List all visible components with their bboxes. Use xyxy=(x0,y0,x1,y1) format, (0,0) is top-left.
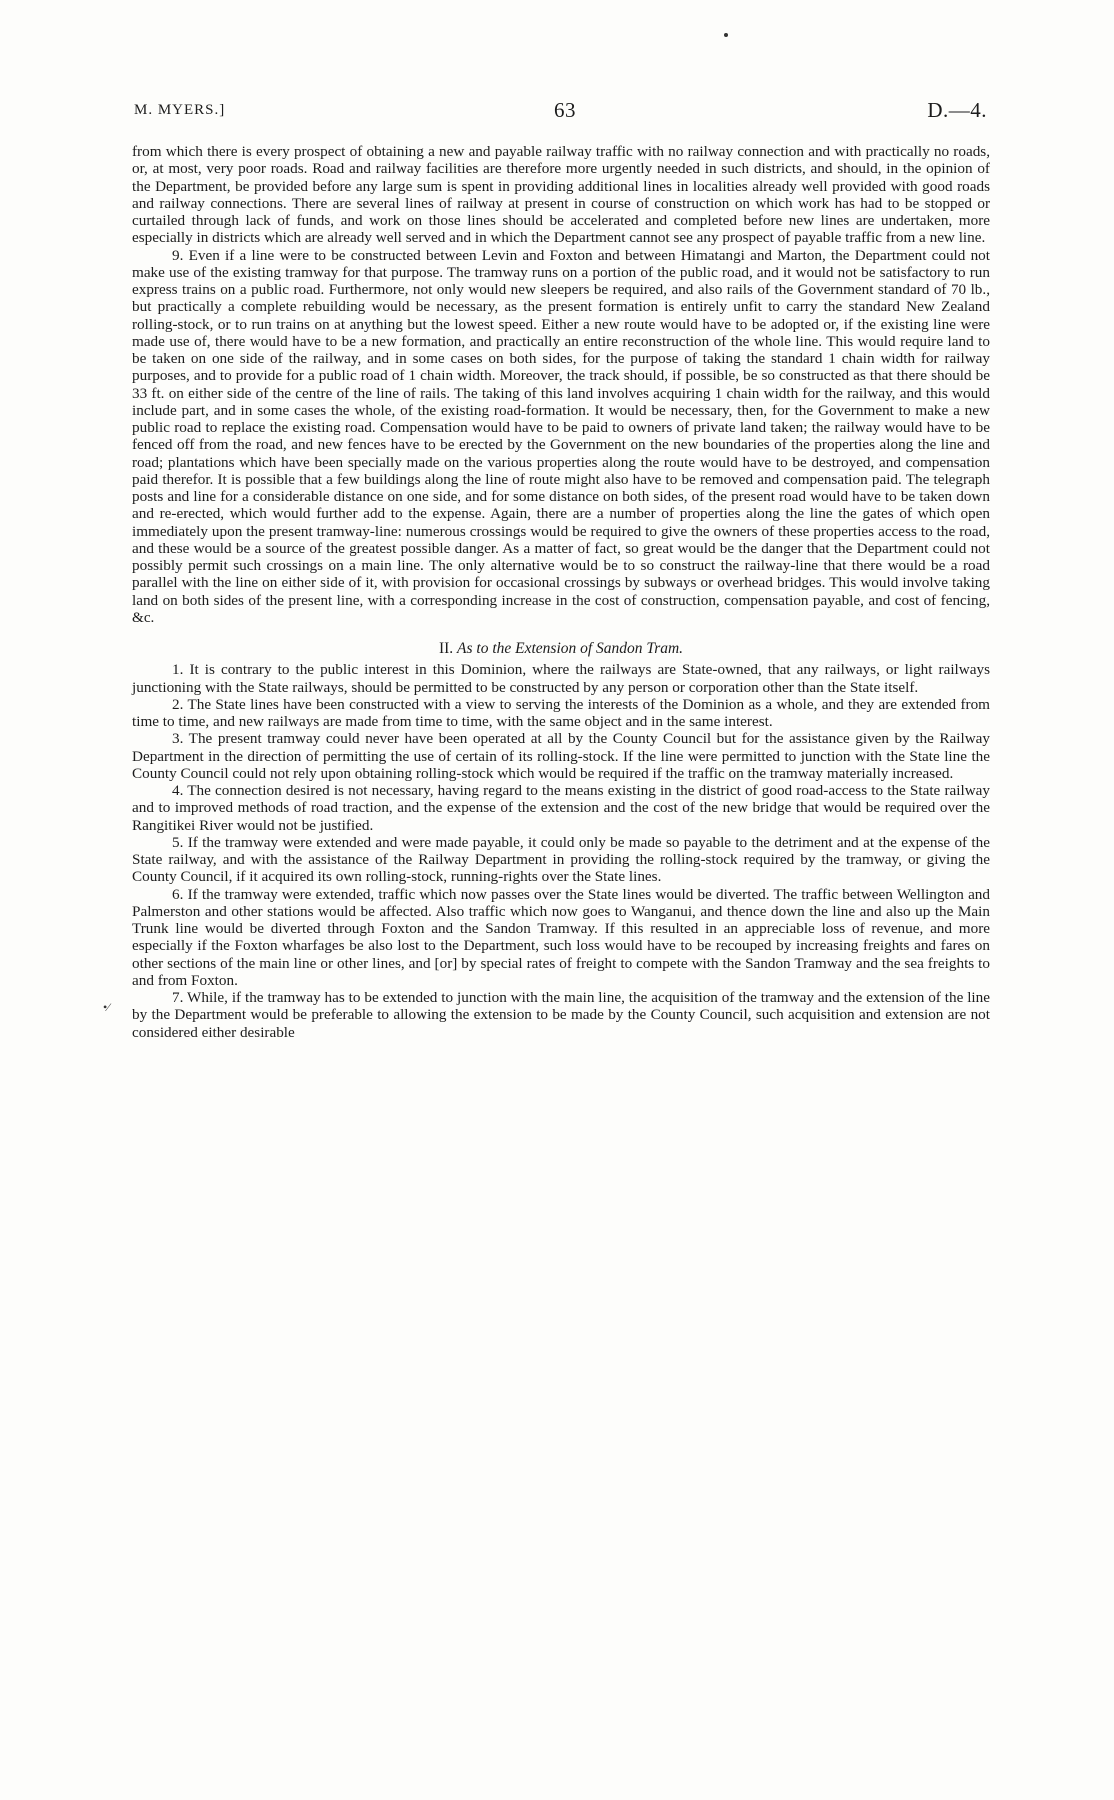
section2-paragraph-1: 1. It is contrary to the public interest in this Dominion, where the railways are State-owned, that any railways, or light railways junctioning with the State railways, should be permitted to be constructed by any person or corporation other than the State itself. xyxy=(132,661,990,696)
section-heading-text: As to the Extension of Sandon Tram. xyxy=(457,640,684,657)
scan-speck xyxy=(724,33,728,37)
author-running-head: M. MYERS.] xyxy=(134,102,226,118)
section-heading xyxy=(132,640,990,657)
document-body xyxy=(132,143,990,1041)
section2-paragraph-5: 5. If the tramway were extended and were made payable, it could only be made so payable to the detriment and at the expense of the State railway, and with the assistance of the Railway Department in providing the rolling-stock required by the tramway, or giving the County Council, if it acquired its own rolling-stock, running-rights over the State lines. xyxy=(132,833,990,886)
section2-paragraph-7: 7. While, if the tramway has to be extended to junction with the main line, the acquisition of the tramway and the extension of the line by the Department would be preferable to allowing the extension to be made by the County Council, such acquisition and extension are not considered either desirable xyxy=(132,989,990,1041)
paragraph-9: 9. Even if a line were to be constructed between Levin and Foxton and between Himatangi and Marton, the Department could not make use of the existing tramway for that purpose. The tramway runs on a portion of the public road, and it would not be satisfactory to run express trains on a public road. Furthermore, not only would new sleepers be required, and also rails of the Government standard of 70 lb., but practically a complete rebuilding would be necessary, as the present formation is entirely unfit to carry the standard New Zealand rolling-stock, or to run trains on at anything but the lowest speed. Either a new route would have to be adopted or, if the existing line were made use of, there would have to be a new formation, and practically an entire reconstruction of the whole line. This would require land to be taken on one side of the railway, and in some cases on both sides, for the purpose of taking the standard 1 chain width for railway purposes, and to provide for a public road of 1 chain width. Moreover, the track should, if possible, be so constructed as that there should be 33 ft. on either side of the centre of the line of rails. The taking of this land involves acquiring 1 chain width for the railway, and this would include part, and in some cases the whole, of the existing road-formation. It would be necessary, then, for the Government to make a new public road to replace the existing road. Compensation would have to be paid to owners of private land taken; the railway would have to be fenced off from the road, and new fences have to be erected by the Government on the new boundaries of the properties along the line and road; plantations which have been specially made on the various properties along the route would have to be destroyed, and compensation paid therefor. It is possible that a few buildings along the line of route might also have to be removed and compensation paid. The telegraph posts and line for a considerable distance on one side, and for some distance on both sides, of the present road would have to be taken down and re-erected, which would further add to the expense. Again, there are a number of properties along the line the gates of which open immediately upon the present tramway-line: numerous crossings would be required to give the owners of these properties access to the road, and these would be a source of the greatest possible danger. As a matter of fact, so great would be the danger that the Department could not possibly permit such crossings on a main line. The only alternative would be to so construct the railway-line that there would be a road parallel with the line on either side of it, with provision for occasional crossings by subways or overhead bridges. This would involve taking land on both sides of the present line, with a corresponding increase in the cost of construction, compensation payable, and cost of fencing, &c. xyxy=(132,246,990,626)
section-heading-number: II. xyxy=(438,640,454,657)
document-code: D.—4. xyxy=(927,98,987,122)
page-number: 63 xyxy=(554,98,576,122)
page-header xyxy=(134,96,987,126)
section2-paragraph-3: 3. The present tramway could never have been operated at all by the County Council but for the assistance given by the Railway Department in the direction of permitting the use of certain of its rolling-stock. If the line were permitted to junction with the State line the County Council could not rely upon obtaining rolling-stock which would be required if the traffic on the tramway materially increased. xyxy=(132,730,990,782)
section2-paragraph-2: 2. The State lines have been constructed with a view to serving the interests of the Dominion as a whole, and they are extended from time to time, and new railways are made from time to time, with the same object and in the same interest. xyxy=(132,695,990,730)
section2-paragraph-4: 4. The connection desired is not necessary, having regard to the means existing in the district of good road-access to the State railway and to improved methods of road traction, and the expense of the extension and the cost of the new bridge that would be required over the Rangitikei River would not be justified. xyxy=(132,782,990,834)
paragraph-continuation: from which there is every prospect of obtaining a new and payable railway traffic with no railway connection and with practically no roads, or, at most, very poor roads. Road and railway facilities are therefore more urgently needed in such districts, and should, in the opinion of the Department, be provided before any large sum is spent in providing additional lines in localities already well provided with good roads and railway connections. There are several lines of railway at present in course of construction on which work has had to be stopped or curtailed through lack of funds, and work on those lines should be accelerated and completed before new lines are undertaken, more especially in districts which are already well served and in which the Department cannot see any prospect of payable traffic from a new line. xyxy=(132,143,990,247)
section2-paragraph-6: 6. If the tramway were extended, traffic which now passes over the State lines would be diverted. The traffic between Wellington and Palmerston and other stations would be affected. Also traffic which now goes to Wanganui, and thence down the line and also up the Main Trunk line would be diverted through Foxton and the Sandon Tramway. If this resulted in an appreciable loss of revenue, and more especially if the Foxton wharfages be also lost to the Department, such loss would have to be recouped by increasing freights and fares on other sections of the main line or other lines, and [or] by special rates of freight to compete with the Sandon Tramway and the sea freights to and from Foxton. xyxy=(132,885,990,989)
margin-mark: •⁄ xyxy=(103,1000,110,1014)
